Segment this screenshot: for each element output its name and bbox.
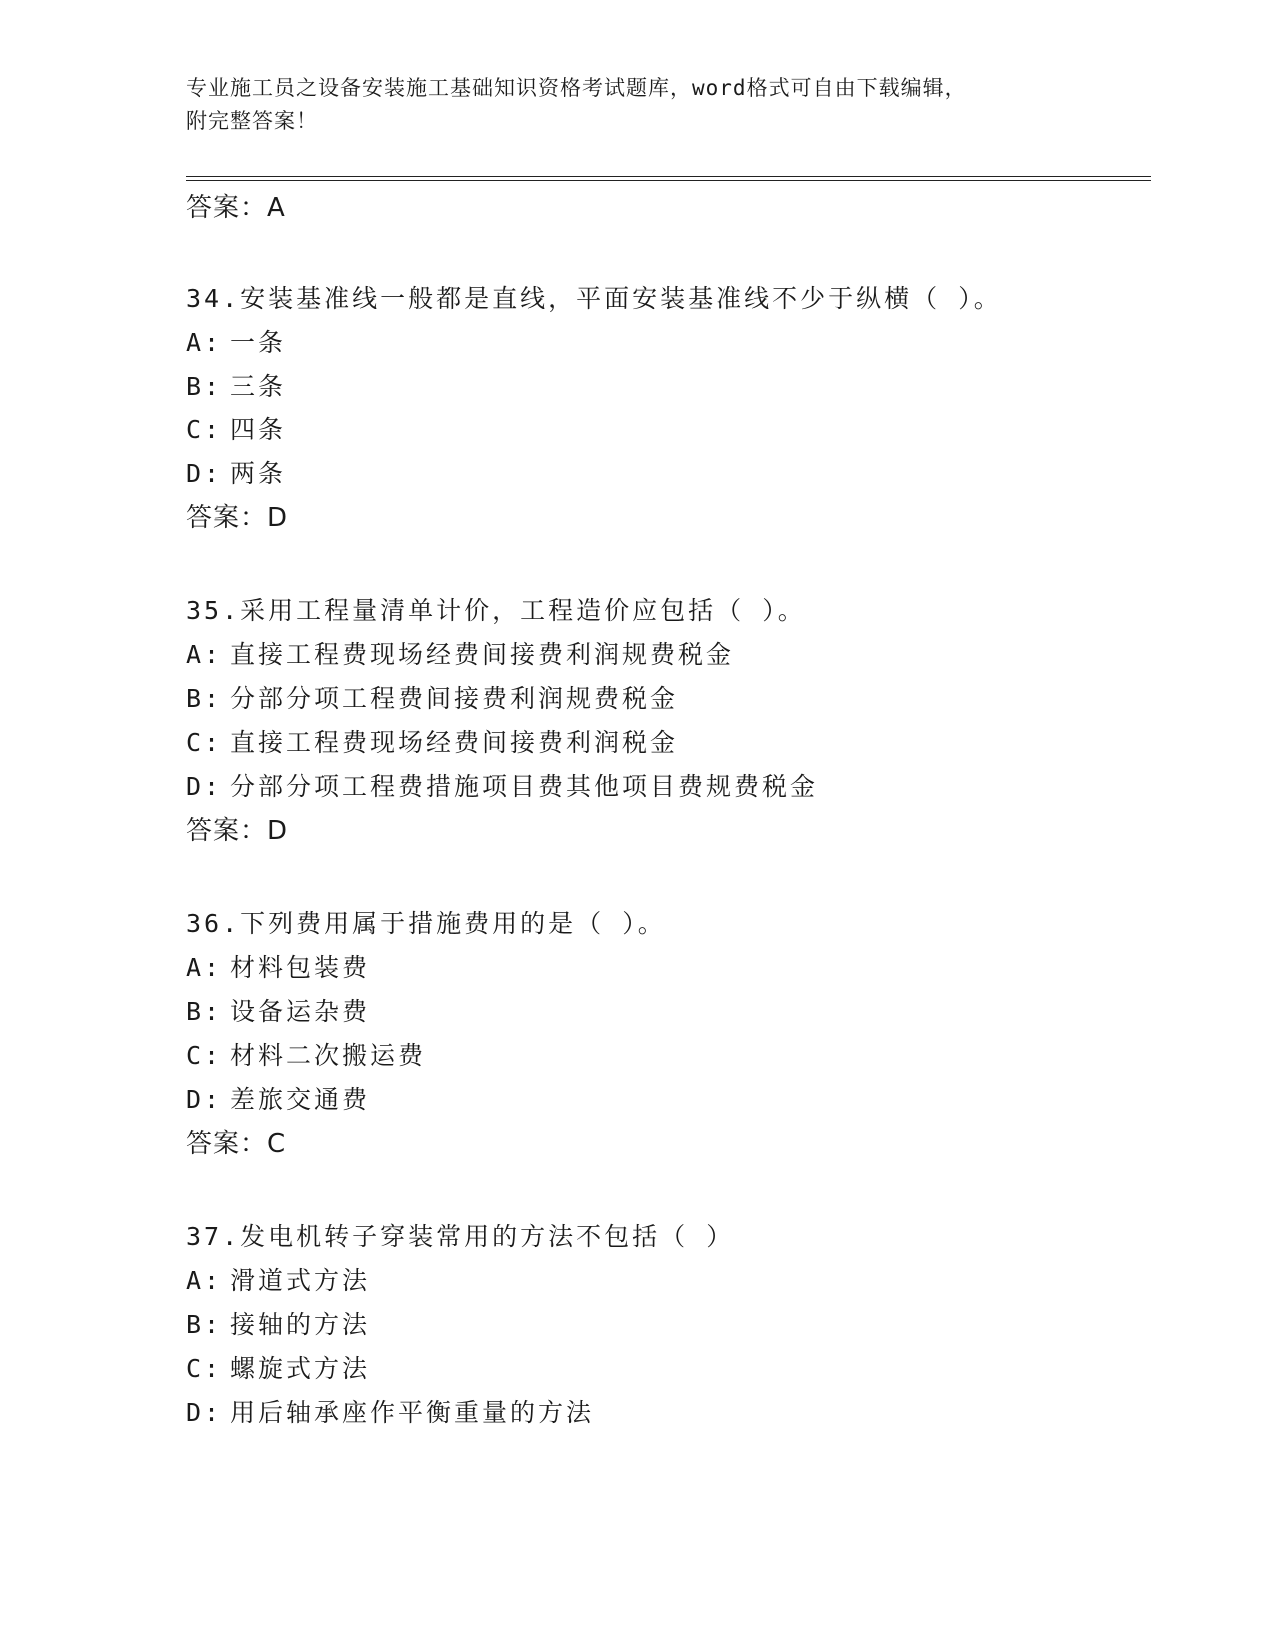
option-text: 接轴的方法	[230, 1310, 371, 1339]
option-d	[186, 1085, 370, 1115]
header-note	[186, 72, 1086, 138]
answer-value: A	[267, 193, 286, 223]
option-key: C:	[186, 1041, 223, 1070]
option-text: 分部分项工程费措施项目费其他项目费规费税金	[230, 772, 819, 801]
option-key: A:	[186, 640, 223, 669]
option-d	[186, 772, 818, 802]
option-text: 螺旋式方法	[230, 1354, 371, 1383]
option-b	[186, 1310, 370, 1340]
answer-line	[186, 816, 288, 846]
option-text: 滑道式方法	[230, 1266, 371, 1295]
answer-label: 答案：	[186, 816, 268, 846]
question-stem: 36.下列费用属于措施费用的是（ ）。	[186, 909, 666, 938]
option-b	[186, 372, 286, 402]
answer-label: 答案：	[186, 503, 268, 533]
header-note-line-2: 附完整答案！	[186, 109, 318, 133]
option-key: C:	[186, 728, 223, 757]
header-note-line-1: 专业施工员之设备安装施工基础知识资格考试题库，word格式可自由下载编辑，	[186, 76, 967, 100]
option-d	[186, 1398, 594, 1428]
option-a	[186, 953, 370, 983]
answer-value: D	[267, 816, 289, 846]
option-b	[186, 997, 370, 1027]
option-key: B:	[186, 372, 223, 401]
answer-line	[186, 193, 286, 223]
answer-label: 答案：	[186, 1129, 268, 1159]
option-key: C:	[186, 1354, 223, 1383]
option-d	[186, 459, 286, 489]
option-c	[186, 728, 678, 758]
option-key: C:	[186, 415, 223, 444]
option-text: 一条	[230, 328, 287, 357]
option-text: 两条	[230, 459, 287, 488]
option-b	[186, 684, 678, 714]
option-key: D:	[186, 1398, 223, 1427]
option-text: 设备运杂费	[230, 997, 371, 1026]
answer-line	[186, 1129, 286, 1159]
option-key: B:	[186, 684, 223, 713]
option-text: 材料包装费	[230, 953, 371, 982]
option-c	[186, 1041, 426, 1071]
option-key: D:	[186, 1085, 223, 1114]
answer-label: 答案：	[186, 193, 268, 223]
option-key: B:	[186, 997, 223, 1026]
header-double-rule	[186, 176, 1151, 181]
question-stem: 35.采用工程量清单计价，工程造价应包括（ ）。	[186, 596, 806, 625]
option-key: A:	[186, 953, 223, 982]
option-text: 三条	[230, 372, 287, 401]
option-key: A:	[186, 328, 223, 357]
answer-value: C	[267, 1129, 287, 1159]
option-text: 材料二次搬运费	[230, 1041, 427, 1070]
option-key: A:	[186, 1266, 223, 1295]
answer-value: D	[267, 503, 289, 533]
option-a	[186, 328, 286, 358]
option-c	[186, 415, 286, 445]
option-a	[186, 640, 734, 670]
question-stem: 34.安装基准线一般都是直线，平面安装基准线不少于纵横（ ）。	[186, 284, 1002, 313]
option-c	[186, 1354, 370, 1384]
option-text: 四条	[230, 415, 287, 444]
option-text: 分部分项工程费间接费利润规费税金	[230, 684, 679, 713]
option-text: 直接工程费现场经费间接费利润税金	[230, 728, 679, 757]
option-text: 差旅交通费	[230, 1085, 371, 1114]
question-stem: 37.发电机转子穿装常用的方法不包括（ ）	[186, 1222, 735, 1251]
answer-line	[186, 503, 288, 533]
option-key: D:	[186, 459, 223, 488]
option-text: 用后轴承座作平衡重量的方法	[230, 1398, 595, 1427]
option-key: B:	[186, 1310, 223, 1339]
option-key: D:	[186, 772, 223, 801]
option-text: 直接工程费现场经费间接费利润规费税金	[230, 640, 735, 669]
option-a	[186, 1266, 370, 1296]
